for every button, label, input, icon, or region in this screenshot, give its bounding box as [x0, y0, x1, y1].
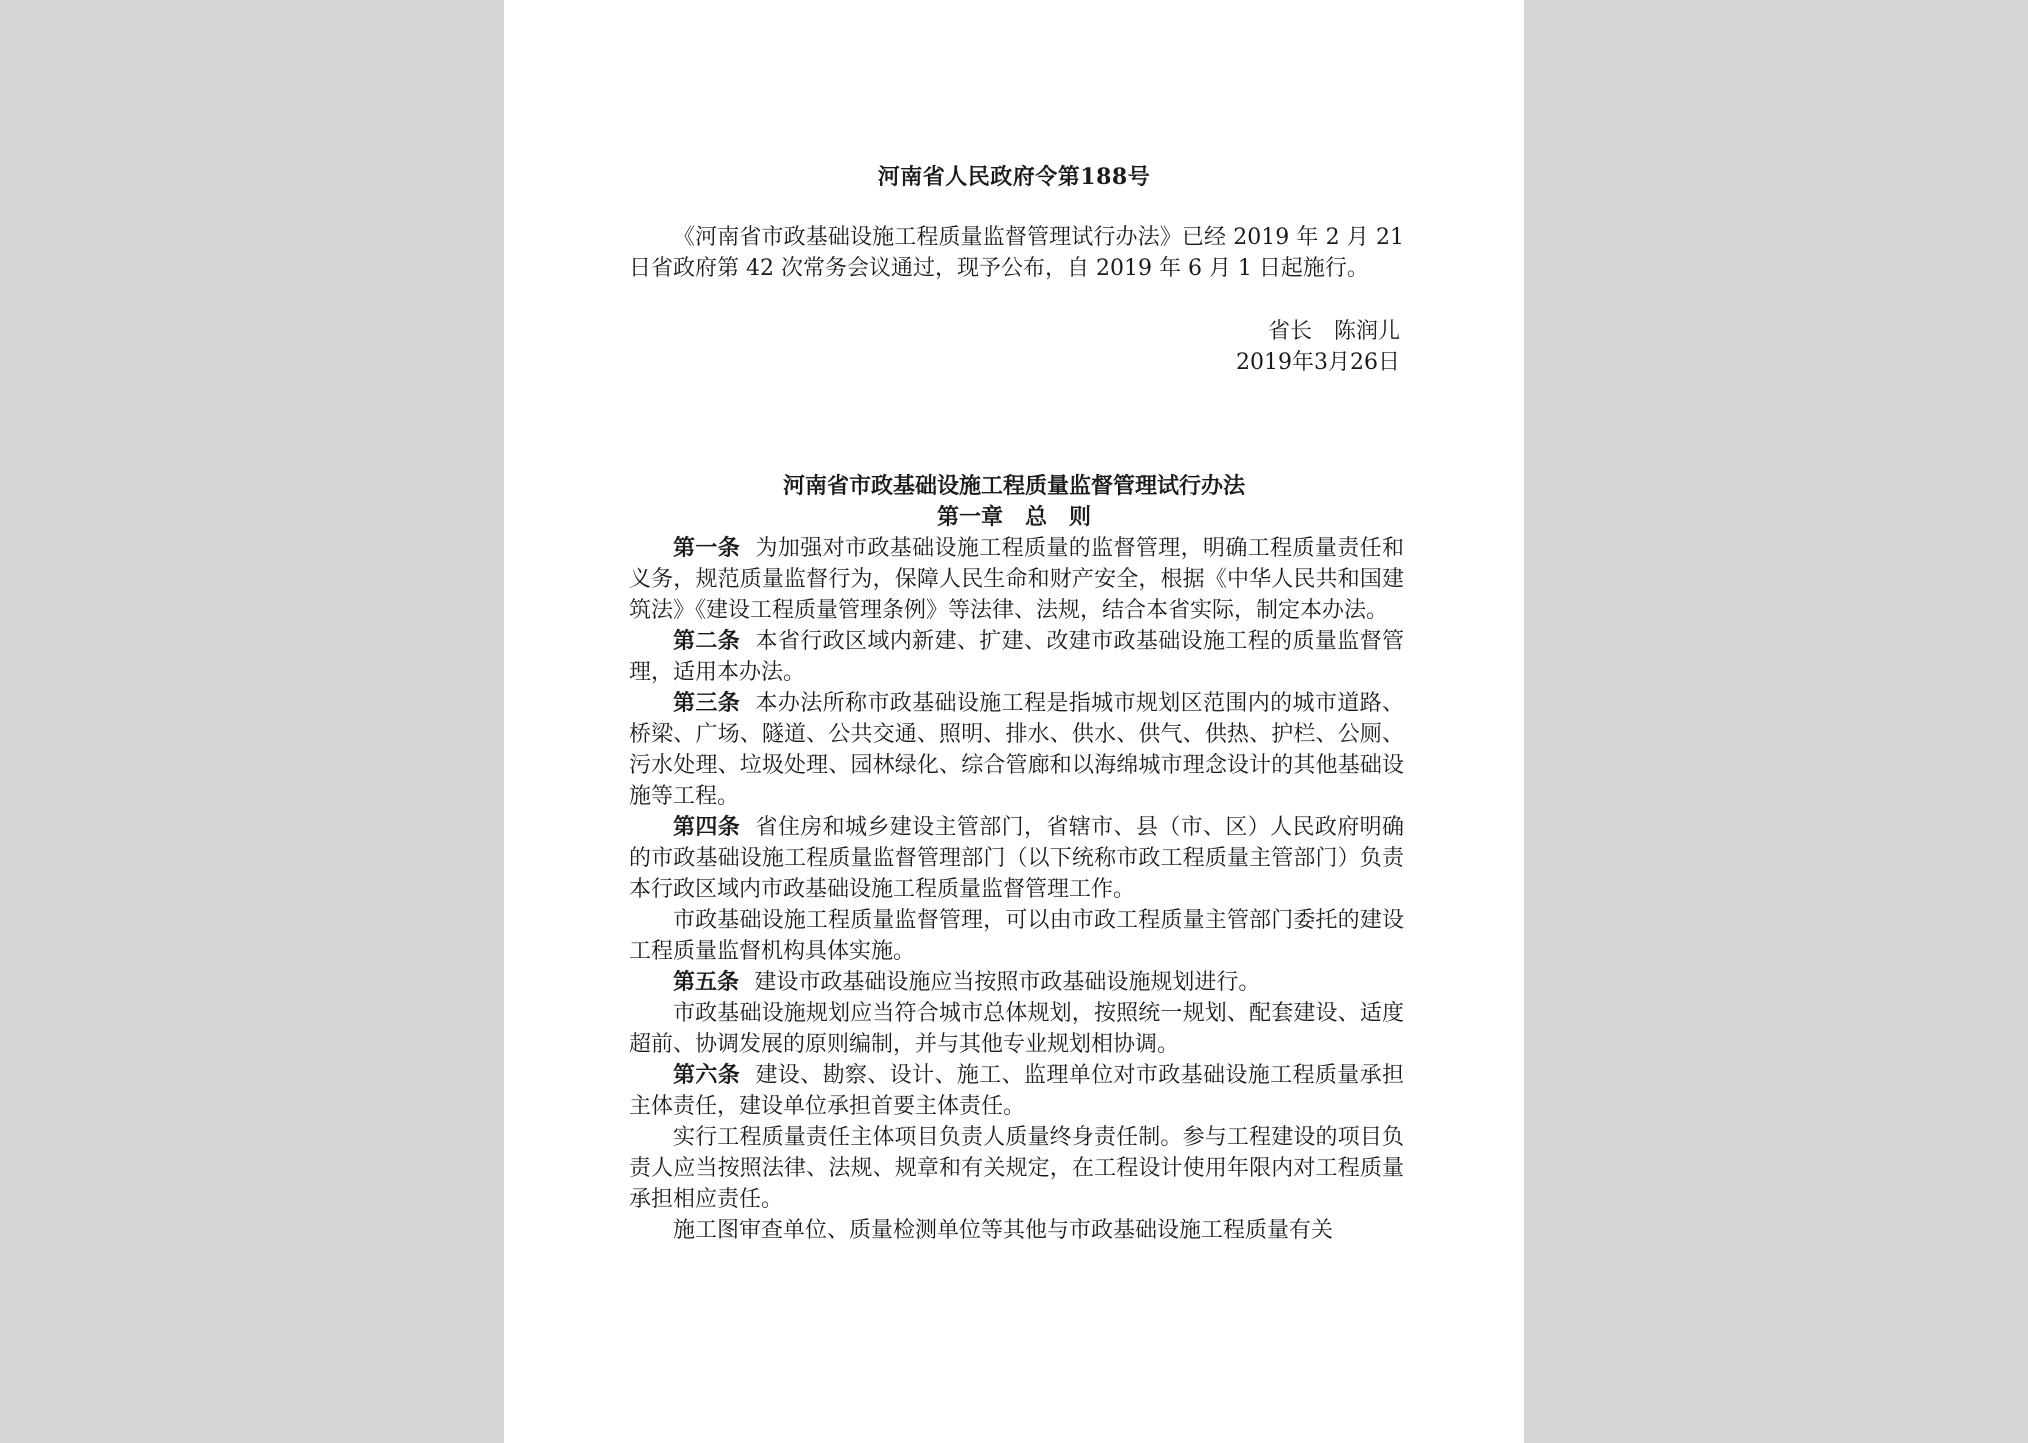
- article-text: 市政基础设施工程质量监督管理，可以由市政工程质量主管部门委托的建设工程质量监督机构具体实施。: [629, 908, 1404, 964]
- article-paragraph: [629, 967, 1404, 998]
- article-text: 为加强对市政基础设施工程质量的监督管理，明确工程质量责任和义务，规范质量监督行为，保障人民生命和财产安全，根据《中华人民共和国建筑法》《建设工程质量管理条例》等法律、法规，结合本省实际，制定本办法。: [629, 536, 1404, 623]
- document-page: [504, 0, 1524, 1443]
- decree-body: 《河南省市政基础设施工程质量监督管理试行办法》已经 2019 年 2 月 21 日省政府第 42 次常务会议通过，现予公布，自 2019 年 6 月 1 日起施行。: [629, 225, 1404, 281]
- article-label: 第六条: [673, 1062, 741, 1088]
- article-text: 建设、勘察、设计、施工、监理单位对市政基础设施工程质量承担主体责任，建设单位承担首要主体责任。: [629, 1063, 1404, 1119]
- article-paragraph: [629, 688, 1404, 812]
- article-label: 第四条: [673, 814, 741, 840]
- article-label: 第二条: [673, 628, 741, 654]
- article-paragraph: [629, 1215, 1404, 1246]
- article-label: 第三条: [673, 690, 741, 716]
- article-paragraph: [629, 905, 1404, 967]
- article-paragraph: [629, 533, 1404, 626]
- article-text: 本办法所称市政基础设施工程是指城市规划区范围内的城市道路、桥梁、广场、隧道、公共交通、照明、排水、供水、供气、供热、护栏、公厕、污水处理、垃圾处理、园林绿化、综合管廊和以海绵城市理念设计的其他基础设施等工程。: [629, 691, 1404, 809]
- article-paragraph: [629, 998, 1404, 1060]
- regulation-title: 河南省市政基础设施工程质量监督管理试行办法: [782, 473, 1245, 499]
- article-paragraph: [629, 1122, 1404, 1215]
- articles: [629, 533, 1404, 1246]
- decree-title: 河南省人民政府令第188号: [877, 164, 1151, 190]
- article-paragraph: [629, 812, 1404, 905]
- article-text: 省住房和城乡建设主管部门，省辖市、县（市、区）人民政府明确的市政基础设施工程质量监督管理部门（以下统称市政工程质量主管部门）负责本行政区域内市政基础设施工程质量监督管理工作。: [629, 815, 1404, 902]
- article-text: 市政基础设施规划应当符合城市总体规划，按照统一规划、配套建设、适度超前、协调发展的原则编制，并与其他专业规划相协调。: [629, 1001, 1404, 1057]
- signer-name: 省长 陈润儿: [1267, 319, 1400, 344]
- article-text: 本省行政区域内新建、扩建、改建市政基础设施工程的质量监督管理，适用本办法。: [629, 629, 1404, 685]
- signing-date: 2019年3月26日: [1236, 350, 1400, 375]
- signature-block: [1236, 316, 1400, 378]
- article-text: 施工图审查单位、质量检测单位等其他与市政基础设施工程质量有关: [673, 1218, 1334, 1243]
- article-label: 第一条: [673, 535, 741, 561]
- article-label: 第五条: [673, 969, 740, 995]
- article-paragraph: [629, 1060, 1404, 1122]
- article-text: 建设市政基础设施应当按照市政基础设施规划进行。: [754, 970, 1261, 995]
- chapter-title: 第一章 总 则: [936, 504, 1091, 530]
- article-paragraph: [629, 626, 1404, 688]
- article-text: 实行工程质量责任主体项目负责人质量终身责任制。参与工程建设的项目负责人应当按照法律、法规、规章和有关规定，在工程设计使用年限内对工程质量承担相应责任。: [629, 1125, 1404, 1212]
